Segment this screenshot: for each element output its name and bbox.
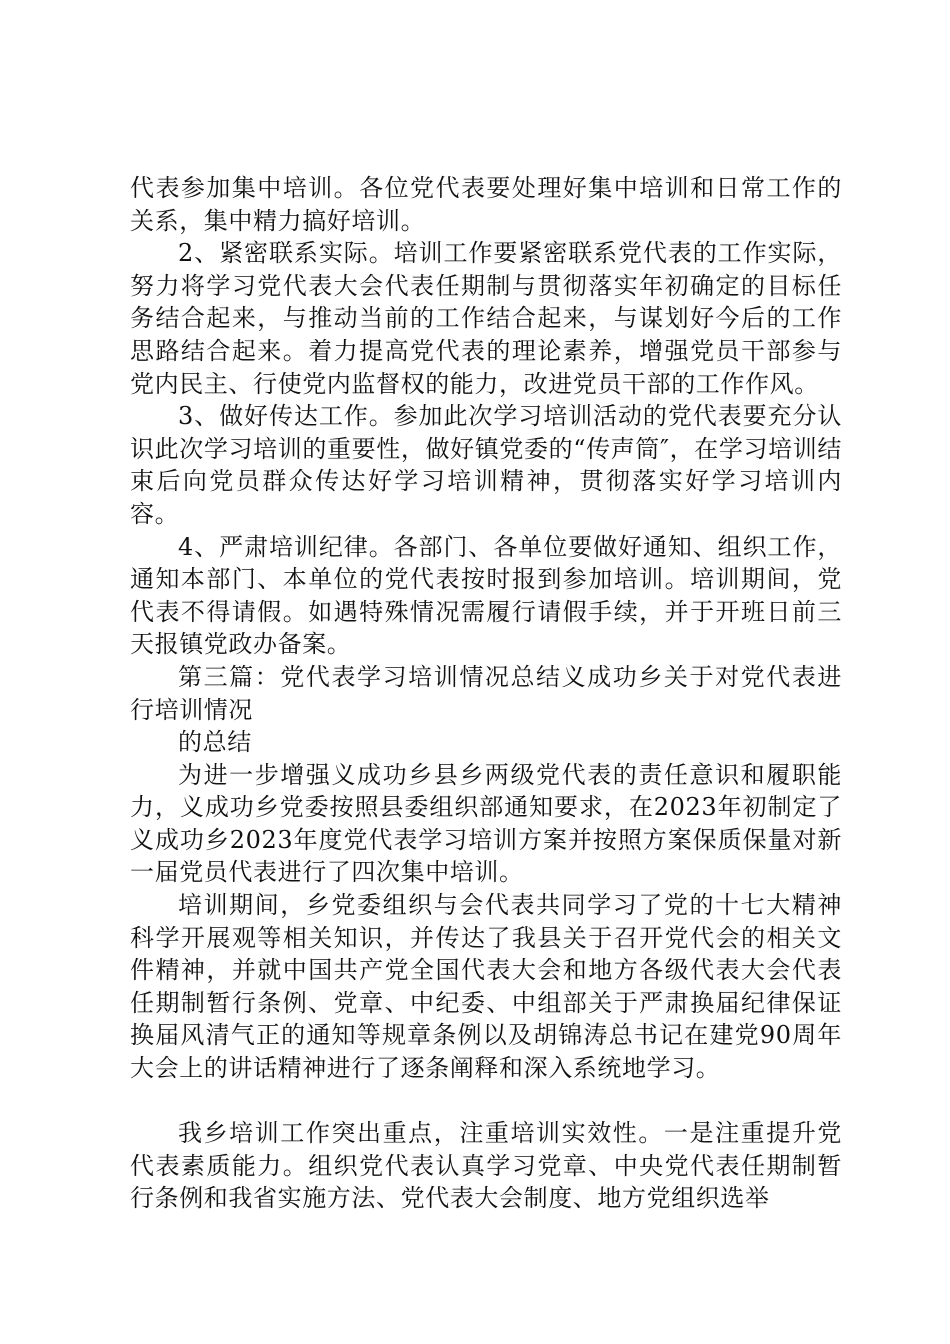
- document-page: [130, 172, 842, 1215]
- paragraph-item-2: 2、紧密联系实际。培训工作要紧密联系党代表的工作实际，努力将学习党代表大会代表任期制与贯彻落实年初确定的目标任务结合起来，与推动当前的工作结合起来，与谋划好今后的工作思路结合起来。着力提高党代表的理论素养，增强党员干部参与党内民主、行使党内监督权的能力，改进党员干部的工作作风。: [130, 239, 842, 398]
- section-title: 第三篇：党代表学习培训情况总结义成功乡关于对党代表进行培训情况: [130, 662, 842, 724]
- paragraph-item-4: 4、严肃培训纪律。各部门、各单位要做好通知、组织工作，通知本部门、本单位的党代表按时报到参加培训。培训期间，党代表不得请假。如遇特殊情况需履行请假手续，并于开班日前三天报镇党政办备案。: [130, 532, 842, 659]
- paragraph-item-3: 3、做好传达工作。参加此次学习培训活动的党代表要充分认识此次学习培训的重要性，做好镇党委的“传声筒″，在学习培训结束后向党员群众传达好学习培训精神，贯彻落实好学习培训内容。: [130, 402, 842, 528]
- section-title-continuation: 的总结: [178, 728, 252, 757]
- paragraph-focus: 我乡培训工作突出重点，注重培训实效性。一是注重提升党代表素质能力。组织党代表认真学习党章、中央党代表任期制暂行条例和我省实施方法、党代表大会制度、地方党组织选举: [130, 1119, 842, 1213]
- paragraph-training-period: 培训期间，乡党委组织与会代表共同学习了党的十七大精神科学开展观等相关知识，并传达了我县关于召开党代会的相关文件精神，并就中国共产党全国代表大会和地方各级代表大会代表任期制暂行条例、党章、中纪委、中组部关于严肃换届纪律保证换届风清气正的通知等规章条例以及胡锦涛总书记在建党90周年大会上的讲话精神进行了逐条阐释和深入系统地学习。: [130, 891, 842, 1083]
- paragraph-intro: 为进一步增强义成功乡县乡两级党代表的责任意识和履职能力，义成功乡党委按照县委组织部通知要求，在2023年初制定了义成功乡2023年度党代表学习培训方案并按照方案保质保量对新一届党员代表进行了四次集中培训。: [130, 760, 842, 887]
- paragraph-continuation: 代表参加集中培训。各位党代表要处理好集中培训和日常工作的关系，集中精力搞好培训。: [130, 174, 842, 235]
